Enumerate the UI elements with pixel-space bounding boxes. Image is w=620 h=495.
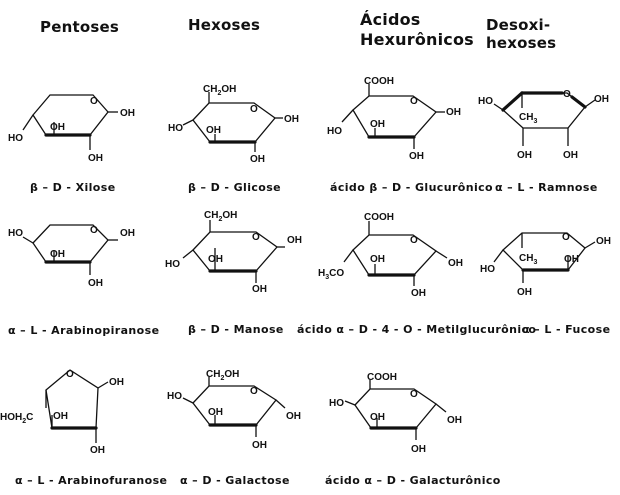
header-acids-line2: Hexurônicos bbox=[360, 30, 474, 49]
ring-oxygen-label: O bbox=[410, 389, 418, 400]
oh-label: OH bbox=[409, 151, 424, 162]
ch3-label: $CH_3$ bbox=[519, 112, 538, 125]
ring-oxygen-label: O bbox=[410, 96, 418, 107]
caption-alpha-l-rhamnose: α – L - Ramnose bbox=[495, 181, 598, 194]
oh-label: OH bbox=[411, 444, 426, 455]
oh-label: OH bbox=[411, 288, 426, 299]
caption-beta-d-xylose: β – D - Xilose bbox=[30, 181, 116, 194]
caption-beta-d-glucose: β – D - Glicose bbox=[188, 181, 282, 194]
oh-label: OH bbox=[50, 122, 65, 133]
ring-oxygen-label: O bbox=[562, 232, 570, 243]
ho-label: HO bbox=[8, 133, 23, 144]
ring-oxygen-label: O bbox=[90, 225, 98, 236]
ring-oxygen-label: O bbox=[252, 232, 260, 243]
caption-alpha-l-arabinopyranose: α – L - Arabinopiranose bbox=[8, 324, 160, 337]
oh-label: OH bbox=[120, 108, 135, 119]
ho-label: HO bbox=[327, 126, 342, 137]
ho-label: HO bbox=[8, 228, 23, 239]
oh-label: OH bbox=[53, 411, 68, 422]
cooh-label: COOH bbox=[364, 212, 394, 223]
caption-beta-d-mannose: β – D - Manose bbox=[188, 323, 284, 336]
ho-label: HO bbox=[329, 398, 344, 409]
oh-label: OH bbox=[284, 114, 299, 125]
oh-label: OH bbox=[252, 284, 267, 295]
oh-label: OH bbox=[517, 287, 532, 298]
structure-beta-d-xylose bbox=[8, 95, 135, 164]
oh-label: OH bbox=[90, 445, 105, 456]
structure-beta-d-glucose bbox=[168, 84, 299, 165]
oh-label: OH bbox=[250, 154, 265, 165]
oh-label: OH bbox=[594, 94, 609, 105]
oh-label: OH bbox=[206, 125, 221, 136]
oh-label: OH bbox=[287, 235, 302, 246]
ring-oxygen-label: O bbox=[250, 386, 258, 397]
oh-label: OH bbox=[564, 254, 579, 265]
cooh-label: COOH bbox=[367, 372, 397, 383]
caption-beta-d-glucuronic-acid: ácido β – D - Glucurônico bbox=[330, 181, 494, 194]
oh-label: OH bbox=[370, 119, 385, 130]
ring-oxygen-label: O bbox=[410, 235, 418, 246]
cooh-label: COOH bbox=[364, 76, 394, 87]
header-acids-line1: Ácidos bbox=[360, 10, 421, 29]
ring-oxygen-label: O bbox=[563, 89, 571, 100]
ho-label: HO bbox=[167, 391, 182, 402]
hoh2c-label: $HOH_2C$ bbox=[0, 412, 34, 425]
oh-label: OH bbox=[370, 412, 385, 423]
structure-alpha-d-galacturonic-acid bbox=[329, 372, 462, 455]
structure-4-o-methylglucuronic-acid bbox=[318, 212, 463, 299]
oh-label: OH bbox=[517, 150, 532, 161]
oh-label: OH bbox=[88, 278, 103, 289]
structure-alpha-l-rhamnose bbox=[478, 89, 609, 161]
header-pentoses: Pentoses bbox=[40, 18, 119, 36]
oh-label: OH bbox=[370, 254, 385, 265]
oh-label: OH bbox=[596, 236, 611, 247]
caption-alpha-d-galacturonic-acid: ácido α – D - Galacturônico bbox=[325, 474, 501, 487]
oh-label: OH bbox=[50, 249, 65, 260]
caption-alpha-l-fucose: α – L - Fucose bbox=[522, 323, 611, 336]
oh-label: OH bbox=[120, 228, 135, 239]
ch2oh-label: $CH_2OH$ bbox=[203, 84, 237, 97]
oh-label: OH bbox=[448, 258, 463, 269]
structure-alpha-l-arabinopyranose bbox=[8, 225, 135, 289]
oh-label: OH bbox=[208, 407, 223, 418]
ch2oh-label: $CH_2OH$ bbox=[204, 210, 238, 223]
caption-alpha-l-arabinofuranose: α – L - Arabinofuranose bbox=[15, 474, 168, 487]
ho-label: HO bbox=[168, 123, 183, 134]
oh-label: OH bbox=[447, 415, 462, 426]
caption-alpha-d-galactose: α – D - Galactose bbox=[180, 474, 290, 487]
oh-label: OH bbox=[446, 107, 461, 118]
caption-4-o-methylglucuronic-acid: ácido α – D - 4 - O - Metilglucurônico bbox=[297, 323, 537, 336]
structure-beta-d-glucuronic-acid bbox=[327, 76, 461, 162]
structure-alpha-l-arabinofuranose bbox=[0, 369, 124, 456]
ring-oxygen-label: O bbox=[66, 369, 74, 380]
ho-label: HO bbox=[478, 96, 493, 107]
ring-oxygen-label: O bbox=[90, 96, 98, 107]
ho-label: HO bbox=[480, 264, 495, 275]
oh-label: OH bbox=[563, 150, 578, 161]
header-hexoses: Hexoses bbox=[188, 16, 261, 34]
header-deoxy-hexoses: Desoxi-hexoses bbox=[486, 16, 557, 52]
structure-alpha-d-galactose bbox=[167, 369, 301, 451]
oh-label: OH bbox=[208, 254, 223, 265]
oh-label: OH bbox=[109, 377, 124, 388]
oh-label: OH bbox=[252, 440, 267, 451]
ho-label: HO bbox=[165, 259, 180, 270]
h3co-label: $H_3CO$ bbox=[318, 268, 345, 281]
structure-alpha-l-fucose bbox=[480, 232, 611, 298]
ch2oh-label: $CH_2OH$ bbox=[206, 369, 240, 382]
structure-beta-d-mannose bbox=[165, 210, 302, 295]
oh-label: OH bbox=[286, 411, 301, 422]
ch3-label: $CH_3$ bbox=[519, 253, 538, 266]
oh-label: OH bbox=[88, 153, 103, 164]
ring-oxygen-label: O bbox=[250, 104, 258, 115]
